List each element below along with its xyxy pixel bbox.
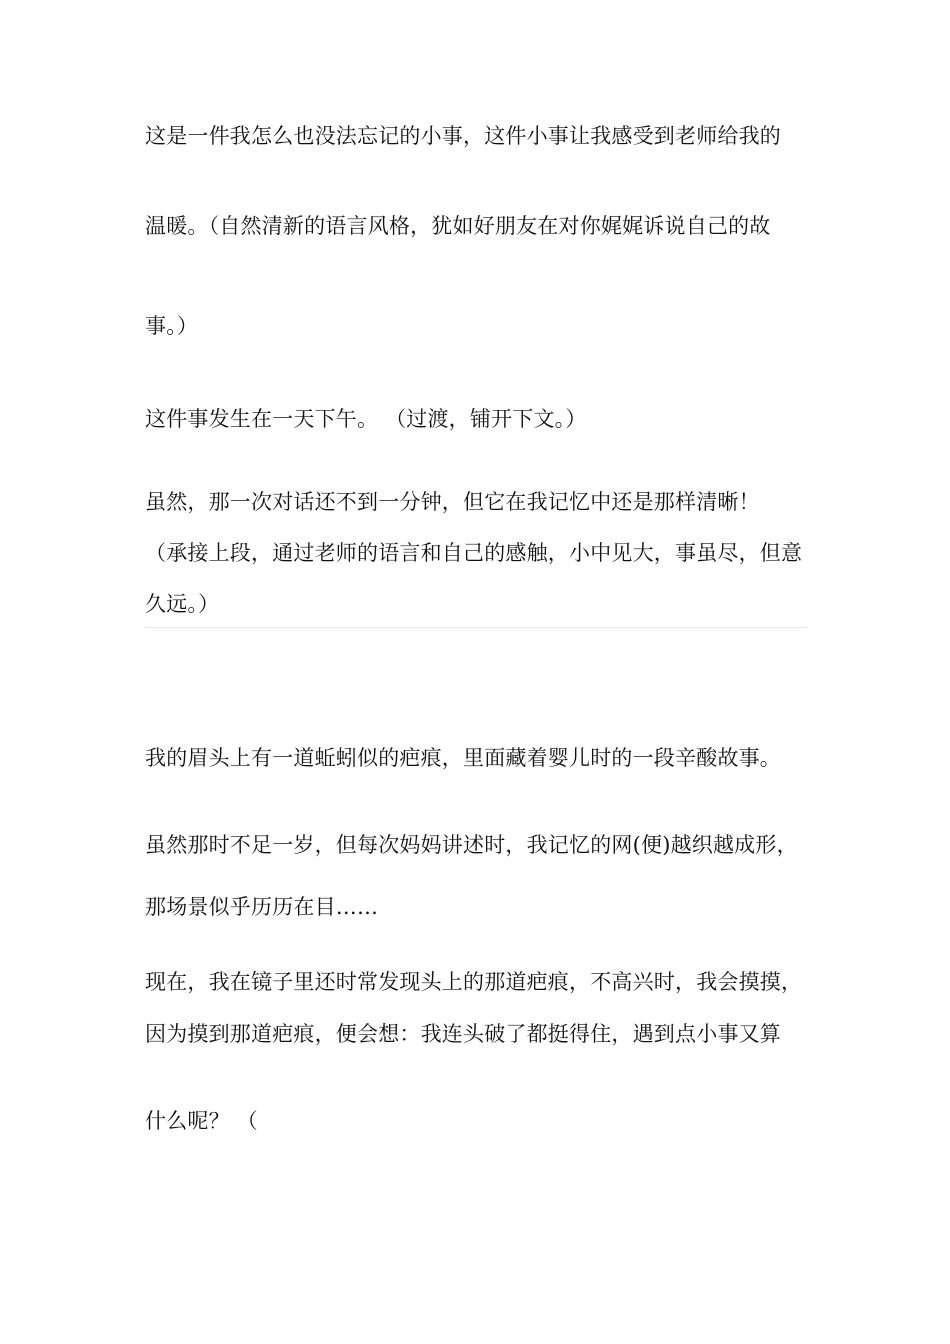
paragraph-line: 温暖。（自然清新的语言风格，犹如好朋友在对你娓娓诉说自己的故 (145, 214, 771, 238)
paragraph-line: 因为摸到那道疤痕，便会想：我连头破了都挺得住，遇到点小事又算 (145, 1022, 781, 1046)
paragraph-line: （承接上段，通过老师的语言和自己的感触，小中见大，事虽尽，但意 (145, 541, 803, 565)
section-divider (145, 627, 807, 628)
paragraph-line: 久远。） (145, 592, 220, 616)
paragraph-line: 这件事发生在一天下午。 （过渡，铺开下文。） (145, 407, 587, 431)
paragraph-line: 事。） (145, 314, 199, 338)
paragraph-line: 这是一件我怎么也没法忘记的小事，这件小事让我感受到老师给我的 (145, 124, 781, 148)
paragraph-line: 什么呢？ （ (145, 1109, 258, 1133)
paragraph-line: 虽然，那一次对话还不到一分钟，但它在我记忆中还是那样清晰！ (145, 490, 760, 514)
paragraph-line: 那场景似乎历历在目…… (145, 895, 379, 919)
paragraph-line: 虽然那时不足一岁，但每次妈妈讲述时，我记忆的网(便)越织越成形， (145, 833, 798, 857)
paragraph-line: 我的眉头上有一道蚯蚓似的疤痕，里面藏着婴儿时的一段辛酸故事。 (145, 746, 781, 770)
paragraph-line: 现在，我在镜子里还时常发现头上的那道疤痕，不高兴时，我会摸摸， (145, 970, 803, 994)
